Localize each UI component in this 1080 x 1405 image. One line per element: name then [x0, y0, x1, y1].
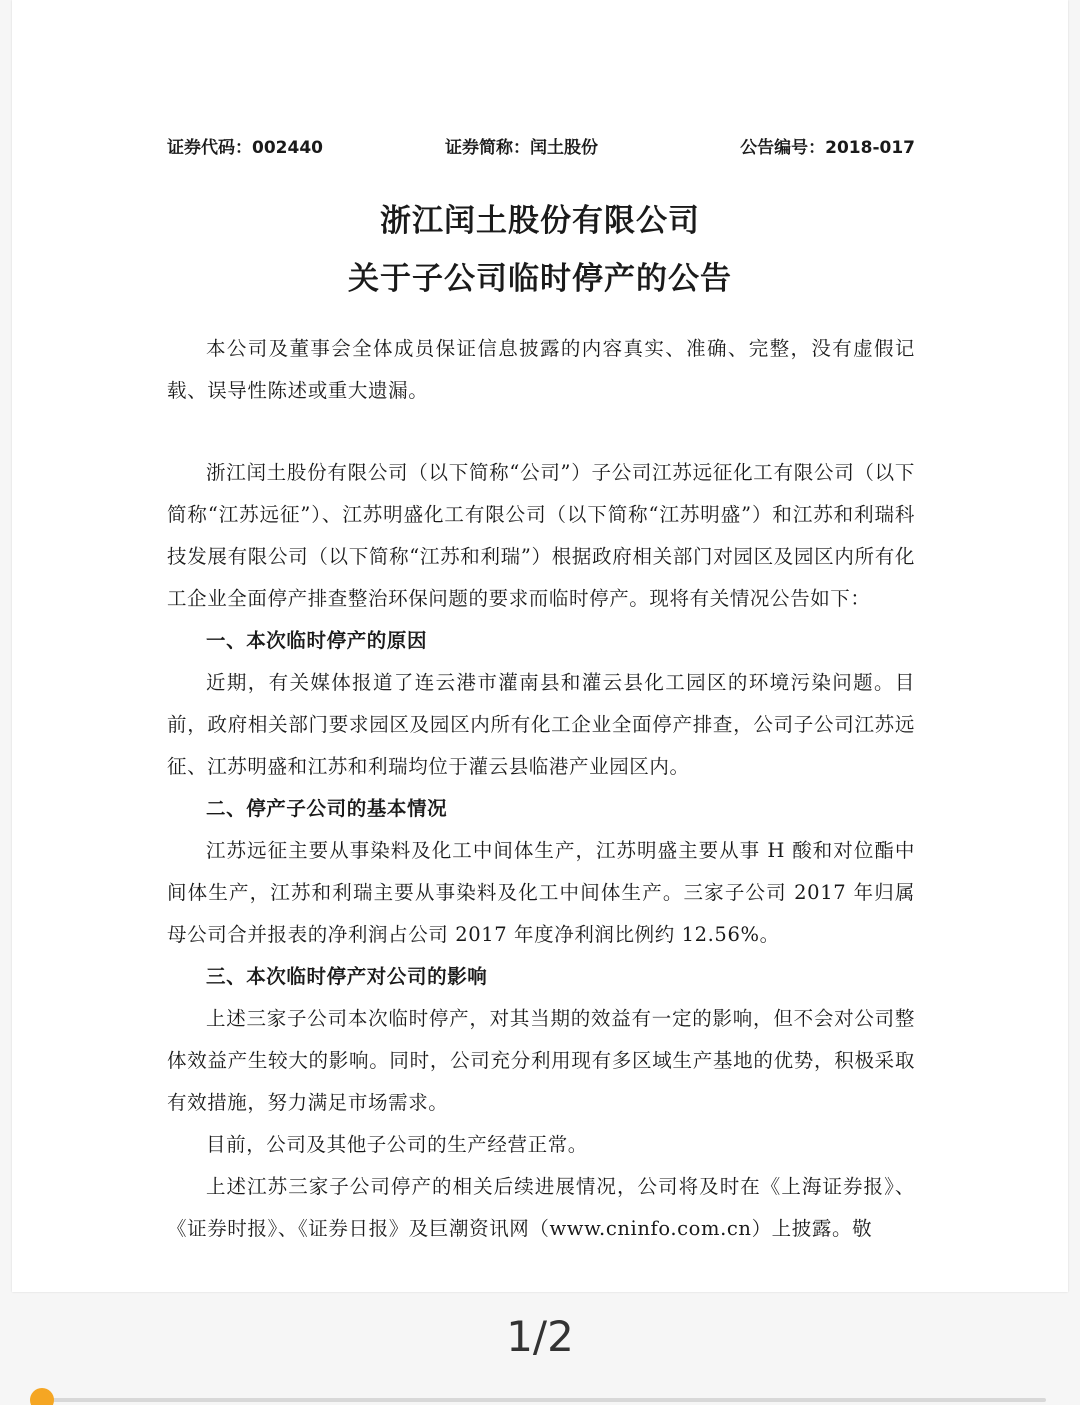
page-progress-knob[interactable]	[30, 1388, 54, 1405]
security-short-name: 证券简称：闰土股份	[445, 138, 598, 158]
document-header	[167, 133, 915, 161]
document-title-company: 浙江闰土股份有限公司	[380, 203, 700, 239]
section-heading-impact: 三、本次临时停产对公司的影响	[206, 965, 488, 988]
page-indicator: 1/2	[506, 1312, 574, 1361]
section-text-operations: 目前，公司及其他子公司的生产经营正常。	[206, 1133, 588, 1156]
notice-number: 公告编号：2018-017	[740, 138, 915, 158]
section-text-subsidiaries: 江苏远征主要从事染料及化工中间体生产，江苏明盛主要从事 H 酸和对位酯中间体生产，江苏和利瑞主要从事染料及化工中间体生产。三家子公司 2017 年归属母公司合并报表的净利润占公司 2017 年度净利润比例约 12.56%。	[167, 839, 915, 946]
section-text-reason: 近期，有关媒体报道了连云港市灌南县和灌云县化工园区的环境污染问题。目前，政府相关部门要求园区及园区内所有化工企业全面停产排查，公司子公司江苏远征、江苏明盛和江苏和利瑞均位于灌云县临港产业园区内。	[167, 671, 915, 778]
section-text-impact: 上述三家子公司本次临时停产，对其当期的效益有一定的影响，但不会对公司整体效益产生较大的影响。同时，公司充分利用现有多区域生产基地的优势，积极采取有效措施，努力满足市场需求。	[167, 1007, 915, 1114]
document-title-subject: 关于子公司临时停产的公告	[348, 261, 732, 297]
security-code: 证券代码：002440	[167, 138, 323, 158]
document-page	[12, 0, 1068, 1292]
disclaimer-paragraph: 本公司及董事会全体成员保证信息披露的内容真实、准确、完整，没有虚假记载、误导性陈述或重大遗漏。	[167, 337, 915, 402]
section-heading-reason: 一、本次临时停产的原因	[206, 629, 428, 652]
page-progress-track[interactable]	[36, 1398, 1046, 1402]
announcement-body	[167, 452, 915, 1250]
section-text-disclosure: 上述江苏三家子公司停产的相关后续进展情况，公司将及时在《上海证券报》、《证券时报》、《证券日报》及巨潮资讯网（www.cninfo.com.cn）上披露。敬	[167, 1175, 915, 1240]
intro-paragraph: 浙江闰土股份有限公司（以下简称“公司”）子公司江苏远征化工有限公司（以下简称“江苏远征”）、江苏明盛化工有限公司（以下简称“江苏明盛”）和江苏和利瑞科技发展有限公司（以下简称“江苏和利瑞”）根据政府相关部门对园区及园区内所有化工企业全面停产排查整治环保问题的要求而临时停产。现将有关情况公告如下：	[167, 461, 915, 610]
disclaimer-block	[167, 328, 915, 412]
section-heading-subsidiaries: 二、停产子公司的基本情况	[206, 797, 448, 820]
